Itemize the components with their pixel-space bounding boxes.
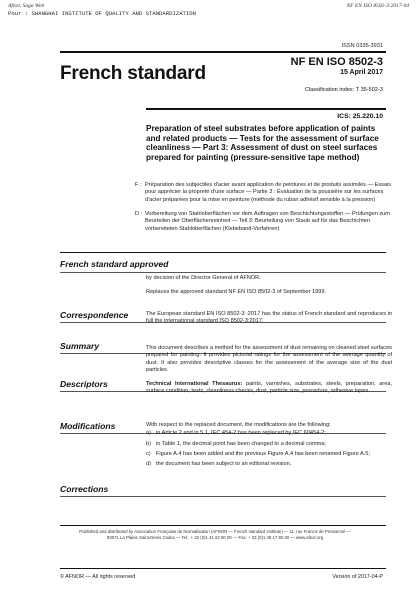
- classification-index: Classification index: T 35-502-3: [304, 87, 383, 93]
- item-letter: b): [146, 440, 151, 447]
- bottom-rule: [60, 568, 386, 569]
- lang-tag-fr: F :: [135, 182, 142, 188]
- german-title: [135, 211, 393, 233]
- ics-code: ICS: 25.220.10: [337, 113, 383, 120]
- issn: ISSN 0335-3931: [341, 43, 383, 49]
- approved-divider: [60, 272, 386, 273]
- header-licensee-line: Pour : SHANGHAI INSTITUTE OF QUALITY AND STANDARDIZATION: [8, 10, 196, 17]
- french-title-text: Préparation des subjectiles d'acier avant application de peintures et de produits assimilés — Essais pour apprécier la propreté d'une surface — Partie 3 : Évaluation de la poussière sur les surfaces d'acier préparées pour la mise en peinture (méthode du ruban adhésif sensible à la pression): [145, 182, 392, 203]
- french-title: [135, 182, 393, 204]
- header-source: [8, 3, 196, 17]
- modification-item: [146, 451, 392, 458]
- correspondence-text: The European standard EN ISO 8502-3 :2017 has the status of French standard and reproduces in full the international standard ISO 8502-3:2017.: [146, 311, 392, 325]
- modifications-list: [146, 422, 392, 468]
- copyright: © AFNOR — All rights reserved: [60, 574, 136, 580]
- item-letter: d): [146, 461, 151, 468]
- header-standard-ref: NF EN ISO 8502-3:2017-04: [346, 3, 409, 9]
- lang-tag-de: D :: [135, 211, 143, 217]
- corrections-divider: [60, 496, 386, 497]
- item-text: in Table 1, the decimal point has been changed to a decimal comma;: [156, 440, 326, 447]
- version: Version of 2017-04-P: [332, 574, 383, 580]
- approved-replaces: Replaces the approved standard NF EN ISO 8502-3 of September 1999.: [146, 289, 327, 295]
- standard-code: NF EN ISO 8502-3: [290, 56, 383, 68]
- header-source-line: Afnor, Saga Web: [8, 3, 45, 9]
- descriptors-heading: Descriptors: [60, 379, 108, 389]
- descriptors-label: Technical International Thesaurus:: [146, 381, 243, 387]
- publisher-info: [60, 529, 370, 541]
- top-rule: [60, 51, 386, 53]
- publisher-line: Published and distributed by Association Française de Normalisation (AFNOR — French standard institute) — 11, rue Francis de Pressensé —: [79, 529, 351, 534]
- german-title-text: Vorbereitung von Stahloberflächen vor dem Auftragen von Beschichtungsstoffen — Prüfungen zum Beurteilen der Oberflächenreinheit — Teil 3: Beurteilung von Staub auf für das Beschichten vorbereiteten Stahloberflächen (Klebeband-Verfahren): [145, 211, 390, 232]
- item-letter: c): [146, 450, 151, 457]
- descriptors-text: [146, 381, 392, 396]
- corrections-heading: Corrections: [60, 484, 109, 494]
- modifications-heading: Modifications: [60, 421, 116, 431]
- ics-rule: [146, 108, 386, 110]
- modification-item: [146, 430, 392, 437]
- english-title: Preparation of steel substrates before application of paints and related products — Tests for the assessment of surface cleanliness — Part 3: Assessment of dust on steel surfaces prepared for painting (pressure-sensitive tape method): [146, 124, 379, 162]
- publisher-contact-line: 93571 La Plaine Saint-Denis Cedex — Tel.: + 33 (0)1 41 62 80 00 — Fax: + 33 (0)1 49 17 90 00 — www.afnor.org: [106, 535, 324, 540]
- modification-item: [146, 461, 392, 468]
- approved-decision: by decision of the Director General of AFNOR.: [146, 275, 261, 281]
- modification-item: [146, 441, 392, 448]
- doc-type-title: French standard: [60, 63, 206, 84]
- item-letter: a): [146, 430, 151, 437]
- footer-rule: [60, 525, 386, 526]
- section-rule: [60, 252, 386, 253]
- modifications-intro: With respect to the replaced document, the modifications are the following:: [146, 422, 331, 428]
- item-text: in Article 2 and in 5.1, IEC 454-2 has been replaced by IEC 60454-2;: [156, 430, 326, 437]
- summary-heading: Summary: [60, 341, 100, 351]
- approved-heading: French standard approved: [60, 259, 169, 269]
- item-text: the document has been subject to an editorial revision.: [156, 461, 292, 468]
- item-text: Figure A.4 has been added and the previous Figure A.4 has been renamed Figure A.5;: [156, 450, 370, 457]
- summary-text: This document describes a method for the assessment of dust remaining on cleaned steel surfaces prepared for painting. It provides pictorial ratings for the assessment of the average quantity of dust. It also provides descriptive classes for the assessment of the average size of the dust particles.: [146, 345, 392, 374]
- descriptors-terms: paints, varnishes, substrates, steels, preparation, area, surface condition, tests, cleanliness checks, dust, particle size, procedure, adhesive tapes.: [146, 381, 392, 395]
- standard-date: 15 April 2017: [340, 69, 383, 76]
- correspondence-heading: Correspondence: [60, 310, 129, 320]
